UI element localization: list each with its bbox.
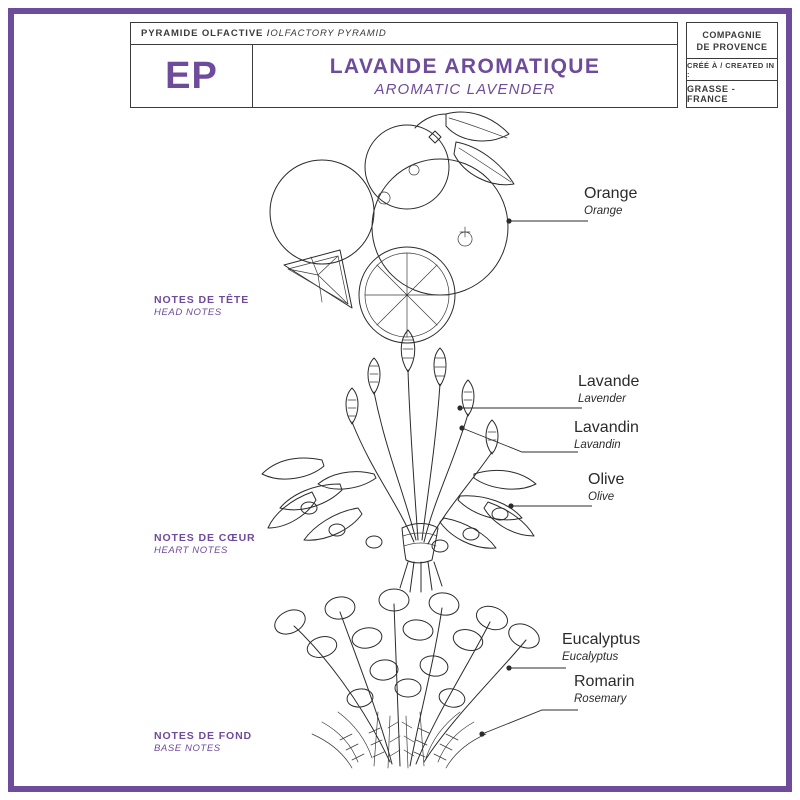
callout-olive xyxy=(588,470,624,504)
brand-name-line1: COMPAGNIE xyxy=(702,29,762,40)
lavender-bouquet-illustration xyxy=(262,330,592,592)
product-title-en: AROMATIC LAVENDER xyxy=(374,81,556,98)
created-in-city-text: GRASSE - FRANCE xyxy=(687,84,736,104)
orange-illustration xyxy=(270,112,588,343)
note-group-head-en: HEAD NOTES xyxy=(154,307,222,318)
callout-lavande xyxy=(578,372,639,406)
callout-lavande-en: Lavender xyxy=(578,393,626,405)
note-group-head-fr: NOTES DE TÊTE xyxy=(154,294,250,306)
product-code: EP xyxy=(165,55,218,97)
callout-lavandin xyxy=(574,418,639,452)
callout-romarin-en: Rosemary xyxy=(574,693,627,705)
callout-orange xyxy=(584,184,637,218)
product-title-fr: LAVANDE AROMATIQUE xyxy=(329,55,601,78)
pyramid-caption-fr: PYRAMIDE OLFACTIVE / xyxy=(141,28,271,39)
eucalyptus-rosemary-illustration xyxy=(271,589,578,768)
brand-name-line2: DE PROVENCE xyxy=(696,41,768,52)
callout-lavandin-en: Lavandin xyxy=(574,439,621,451)
callout-lavandin-fr: Lavandin xyxy=(574,419,639,436)
callout-orange-en: Orange xyxy=(584,205,623,217)
note-group-heart-en: HEART NOTES xyxy=(154,545,228,556)
pyramid-caption-en: OLFACTORY PYRAMID xyxy=(270,28,387,39)
callout-eucalyptus-fr: Eucalyptus xyxy=(562,631,641,648)
note-group-base xyxy=(154,730,252,754)
callout-olive-en: Olive xyxy=(588,491,615,503)
callout-romarin-fr: Romarin xyxy=(574,673,635,690)
note-group-head xyxy=(154,294,249,318)
callout-lavande-fr: Lavande xyxy=(578,373,640,390)
note-group-base-en: BASE NOTES xyxy=(154,743,221,754)
note-group-heart-fr: NOTES DE CŒUR xyxy=(154,532,256,544)
poster-content xyxy=(22,22,778,778)
callout-romarin xyxy=(574,672,634,706)
created-in-text: CRÉÉ À / CREATED IN : xyxy=(687,60,775,79)
callout-eucalyptus-en: Eucalyptus xyxy=(562,651,619,663)
callout-eucalyptus xyxy=(562,630,640,664)
illustration-layer xyxy=(22,22,778,778)
note-group-heart xyxy=(154,532,256,556)
callout-orange-fr: Orange xyxy=(584,185,638,202)
callout-olive-fr: Olive xyxy=(588,471,625,488)
note-group-base-fr: NOTES DE FOND xyxy=(154,730,253,742)
